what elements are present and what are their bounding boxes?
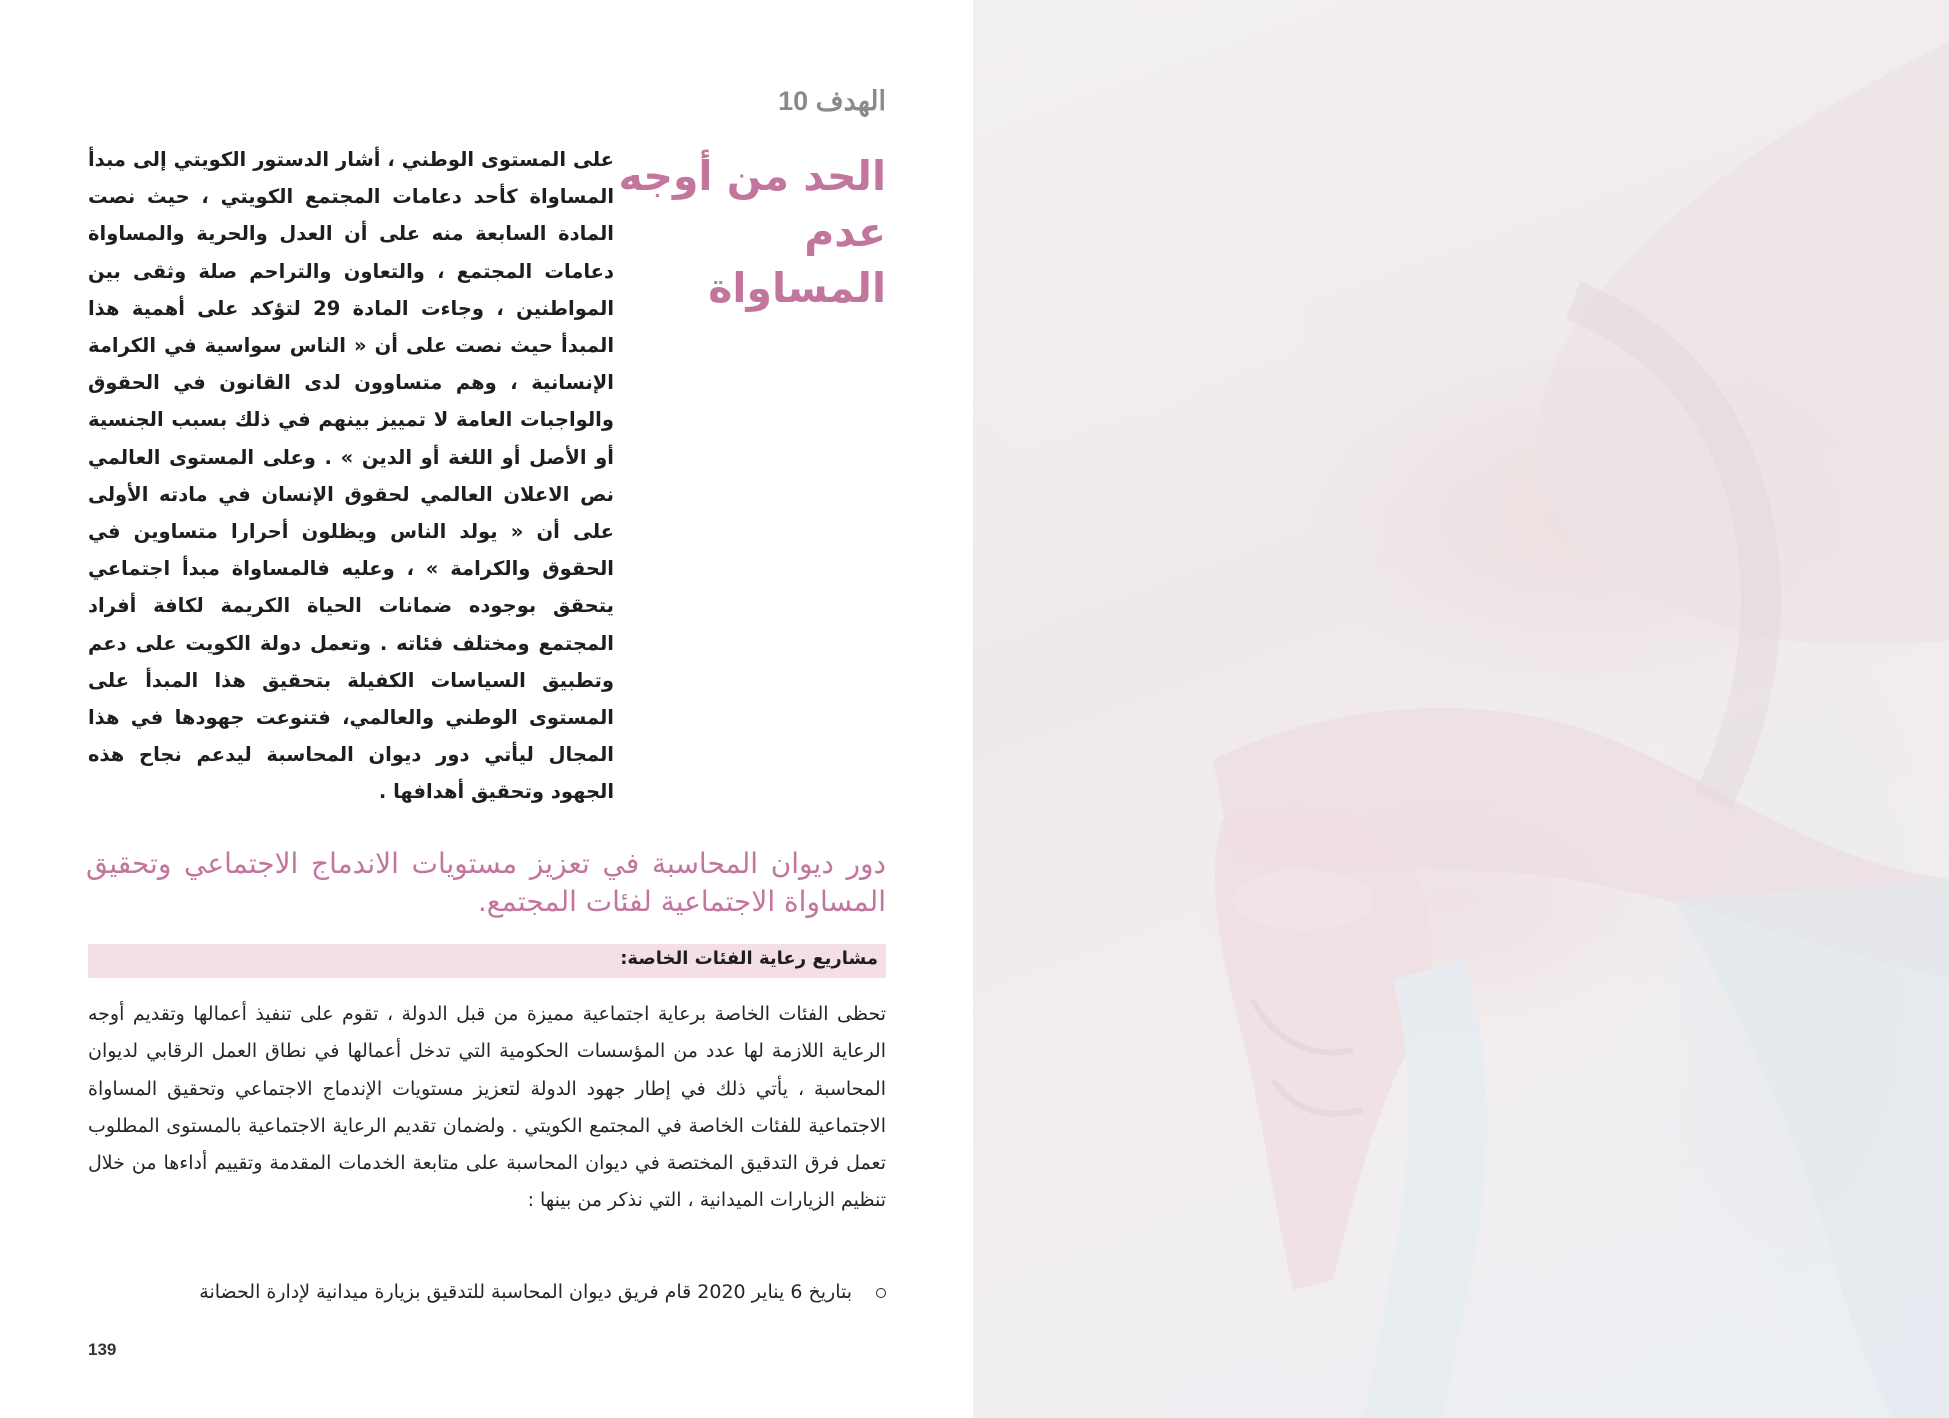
subheading-label: مشاريع رعاية الفئات الخاصة: [620,948,878,969]
page-title-line-2: عدم المساواة [708,208,886,312]
intro-paragraph: على المستوى الوطني ، أشار الدستور الكويتي إلى مبدأ المساواة كأحد دعامات المجتمع الكويتي ، حيث نصت المادة السابعة منه على أن العدل والحرية والمساواة دعامات المجتمع ، والتعاون والتراحم صلة وثقى بين المواطنين ، وجاءت المادة 29 لتؤكد على أهمية هذا المبدأ حيث نصت على أن « الناس سواسية في الكرامة الإنسانية ، وهم متساوون لدى القانون في الحقوق والواجبات العامة لا تمييز بينهم في ذلك بسبب الجنسية أو الأصل أو اللغة أو الدين » . وعلى المستوى العالمي نص الاعلان العالمي لحقوق الإنسان في مادته الأولى على أن « يولد الناس ويظلون أحرارا متساوين في الحقوق والكرامة » ، وعليه فالمساواة مبدأ اجتماعي يتحقق بوجوده ضمانات الحياة الكريمة لكافة أفراد المجتمع ومختلف فئاته . وتعمل دولة الكويت على دعم وتطبيق السياسات الكفيلة بتحقيق هذا المبدأ على المستوى الوطني والعالمي، فتنوعت جهودها في هذا المجال ليأتي دور ديوان المحاسبة ليدعم نجاح هذه الجهود وتحقيق أهدافها . [88,148,614,804]
bullet-text: بتاريخ 6 يناير 2020 قام فريق ديوان المحاسبة للتدقيق بزيارة ميدانية لإدارة الحضانة [199,1281,852,1303]
section-heading: دور ديوان المحاسبة في تعزيز مستويات الاندماج الاجتماعي وتحقيق المساواة الاجتماعية لفئات المجتمع. [86,847,886,918]
cover-photo-elderly-hands [973,0,1949,1418]
page-title [616,148,886,316]
goal-label: الهدف 10 [778,86,886,116]
subheading-bar [88,944,886,978]
page-number: 139 [88,1340,117,1359]
photo-illustration [973,0,1949,1418]
body-paragraph: تحظى الفئات الخاصة برعاية اجتماعية مميزة من قبل الدولة ، تقوم على تنفيذ أعمالها وتقديم أوجه الرعاية اللازمة لها عدد من المؤسسات الحكومية التي تدخل أعمالها في نطاق العمل الرقابي لديوان المحاسبة ، يأتي ذلك في إطار جهود الدولة لتعزيز مستويات الإندماج الاجتماعي وتحقيق المساواة الاجتماعية للفئات الخاصة في المجتمع الكويتي . ولضمان تقديم الرعاية الاجتماعية بالمستوى المطلوب تعمل فرق التدقيق المختصة في ديوان المحاسبة على متابعة الخدمات المقدمة وتقييم أداءها من خلال تنظيم الزيارات الميدانية ، التي نذكر من بينها : [88,1003,886,1212]
bullet-icon [876,1288,886,1298]
page-title-line-1: الحد من أوجه [618,152,886,200]
bullet-list-item [88,1277,886,1307]
